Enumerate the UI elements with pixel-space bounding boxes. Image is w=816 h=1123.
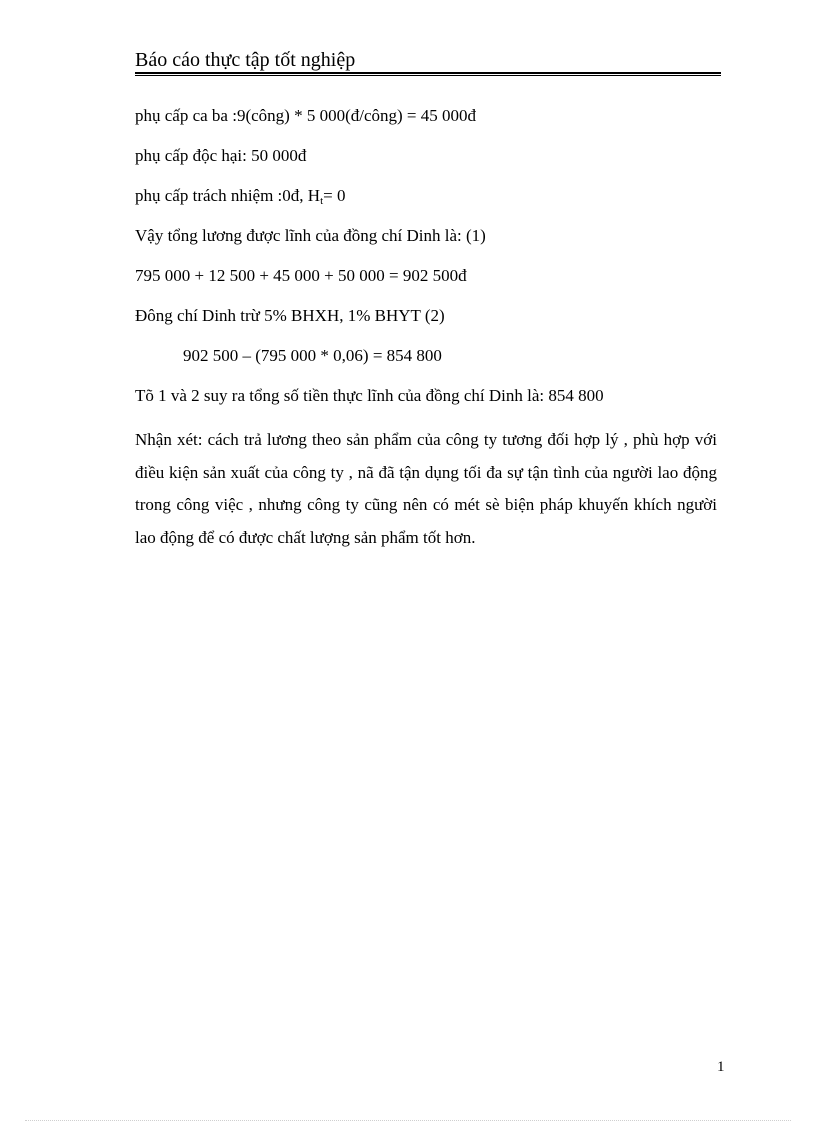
text-line-deductions: Đông chí Dinh trừ 5% BHXH, 1% BHYT (2)	[135, 306, 445, 325]
comment-paragraph: Nhận xét: cách trả lương theo sản phẩm của công ty tương đối hợp lý , phù hợp với điều kiện sản xuất của công ty , nã đã tận dụng tối đa sự tận tình của người lao động trong công việc , nhưng công ty cũng nên có mét sè biện pháp khuyến khích người lao động để có được chất lượng sản phẩm tốt hơn.	[135, 430, 717, 547]
header-rule-thick	[135, 72, 721, 74]
text-line-total-salary-equation: 795 000 + 12 500 + 45 000 + 50 000 = 902 500đ	[135, 266, 467, 285]
page-bottom-border	[25, 1120, 791, 1121]
header-rule-thin	[135, 75, 721, 76]
text-line-hazard-allowance: phụ cấp độc hại: 50 000đ	[135, 146, 307, 165]
text-line-net-pay: Tõ 1 và 2 suy ra tổng số tiền thực lĩnh của đồng chí Dinh là: 854 800	[135, 386, 604, 405]
page-header-title: Báo cáo thực tập tốt nghiệp	[135, 49, 356, 71]
text-line-night-allowance: phụ cấp ca ba :9(công) * 5 000(đ/công) = 45 000đ	[135, 106, 476, 125]
text-line-total-salary-intro: Vậy tổng lương được lĩnh của đồng chí Dinh là: (1)	[135, 226, 486, 245]
responsibility-prefix: phụ cấp trách nhiệm :0đ, H	[135, 186, 321, 205]
text-line-responsibility-allowance	[135, 186, 345, 207]
responsibility-suffix: = 0	[323, 186, 346, 205]
responsibility-subscript: t	[320, 195, 324, 207]
page-number: 1	[717, 1059, 725, 1075]
text-line-deduction-equation: 902 500 – (795 000 * 0,06) = 854 800	[183, 346, 442, 365]
